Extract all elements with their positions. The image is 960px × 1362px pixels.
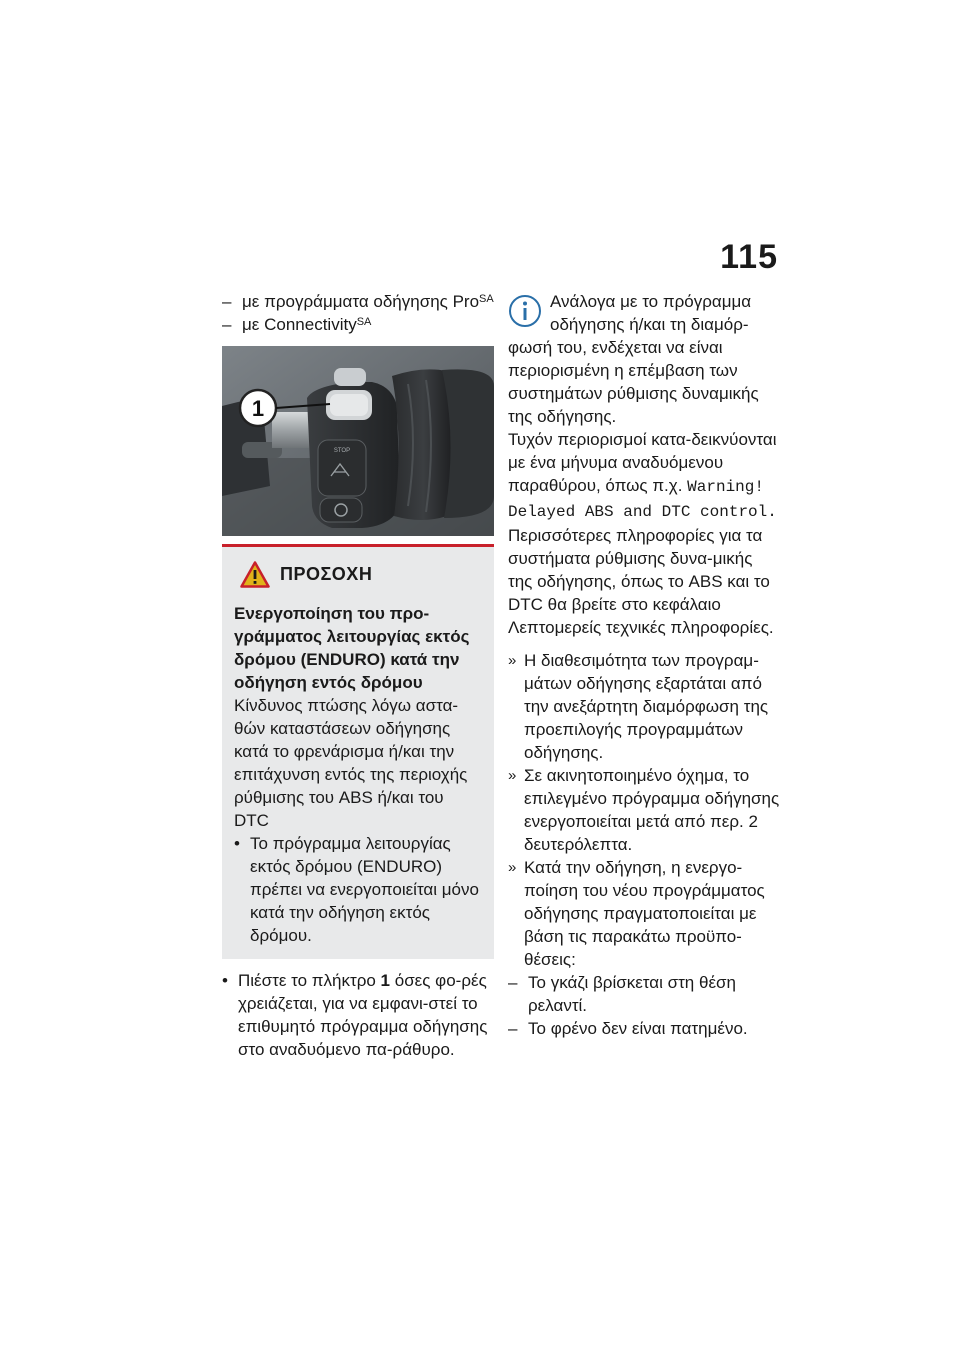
result-item [508, 764, 780, 856]
action-text-post: όσες φο-ρές χρειάζεται, για να εμφανι-στεί το επιθυμητό πρόγραμμα οδήγησης στο αναδυόμενο πα-ράθυρο. [238, 971, 488, 1059]
action-step [222, 969, 494, 1061]
handlebar-switch-illustration [222, 346, 494, 536]
warning-triangle-icon [240, 561, 270, 588]
info-more: Περισσότερες πληροφορίες για τα συστήματα ρύθμισης δυνα-μικής της οδήγησης, όπως το ABS και το DTC θα βρείτε στο κεφάλαιο Λεπτομερείς τεχνικές πληροφορίες. [508, 526, 774, 637]
dash-marker: – [222, 315, 232, 334]
result-item [508, 856, 780, 971]
condition-item [508, 1017, 780, 1040]
dash-marker: – [508, 973, 518, 992]
page-number: 115 [720, 238, 778, 276]
right-column [508, 290, 780, 1040]
stop-label: STOP [333, 448, 351, 454]
result-marker: » [508, 767, 517, 784]
result-marker: » [508, 859, 517, 876]
result-item [508, 649, 780, 764]
condition-text: Το φρένο δεν είναι πατημένο. [528, 1019, 748, 1038]
list-item-text: με προγράμματα οδήγησης Pro [242, 292, 480, 311]
warning-body: Κίνδυνος πτώσης λόγω αστα-θών καταστάσεων οδήγησης κατά το φρενάρισμα ή/και την επιτάχυνση εντός της περιοχής ρύθμισης του ABS ή/και του DTC [234, 696, 468, 830]
sa-superscript: SA [356, 316, 372, 328]
result-text: Η διαθεσιμότητα των προγραμ-μάτων οδήγησης εξαρτάται από την ανεξάρτητη διαμόρφωση της προεπιλογής προγραμμάτων οδήγησης. [524, 651, 769, 762]
result-text: Σε ακινητοποιημένο όχημα, το επιλεγμένο πρόγραμμα οδήγησης ενεργοποιείται μετά από περ. 2 δευτερόλεπτα. [524, 766, 780, 854]
info-message-pre: Τυχόν περιορισμοί κατα-δεικνύονται με ένα μήνυμα αναδυόμενου παραθύρου, όπως π.χ. [508, 430, 777, 495]
warning-bullet-text: Το πρόγραμμα λειτουργίας εκτός δρόμου (ENDURO) πρέπει να ενεργοποιείται μόνο κατά την οδήγηση εκτός δρόμου. [250, 834, 479, 945]
info-note [508, 290, 780, 336]
info-line-1: Ανάλογα με το πρόγραμμα [550, 292, 752, 311]
handlebar-switch-photo [222, 346, 494, 536]
sa-superscript: SA [479, 293, 494, 305]
dash-marker: – [508, 1019, 518, 1038]
info-message-paragraph [508, 428, 780, 524]
list-item [222, 290, 494, 313]
warning-title: ΠΡΟΣΟΧΗ [280, 564, 373, 584]
key-reference: 1 [380, 971, 391, 990]
condition-text: Το γκάζι βρίσκεται στη θέση ρελαντί. [528, 973, 736, 1015]
popup-message: Warning! Delayed ABS and DTC control. [508, 478, 777, 521]
warning-bullet [234, 832, 482, 947]
action-text-pre: Πιέστε το πλήκτρο [238, 971, 381, 990]
left-column [222, 290, 494, 1061]
result-marker: » [508, 652, 517, 669]
warning-box [222, 544, 494, 959]
condition-item [508, 971, 780, 1017]
result-text: Κατά την οδήγηση, η ενεργο-ποίηση του νέου προγράμματος οδήγησης πραγματοποιείται με βάση τις παρακάτω προϋπο-θέσεις: [524, 858, 765, 969]
info-line-2: οδήγησης ή/και τη διαμόρ- [550, 315, 749, 334]
info-text: φωσή του, ενδέχεται να είναι περιορισμένη η επέμβαση των συστημάτων ρύθμισης δυναμικής της οδήγησης. [508, 338, 759, 426]
bullet-marker: • [234, 834, 240, 853]
list-item-text: με Connectivity [242, 315, 357, 334]
info-icon [508, 294, 542, 328]
bullet-marker: • [222, 971, 228, 990]
dash-marker: – [222, 292, 232, 311]
warning-heading: Ενεργοποίηση του προ-γράμματος λειτουργίας εκτός δρόμου (ENDURO) κατά την οδήγηση εντός δρόμου [234, 604, 470, 692]
callout-number: 1 [251, 396, 265, 421]
list-item [222, 313, 494, 336]
